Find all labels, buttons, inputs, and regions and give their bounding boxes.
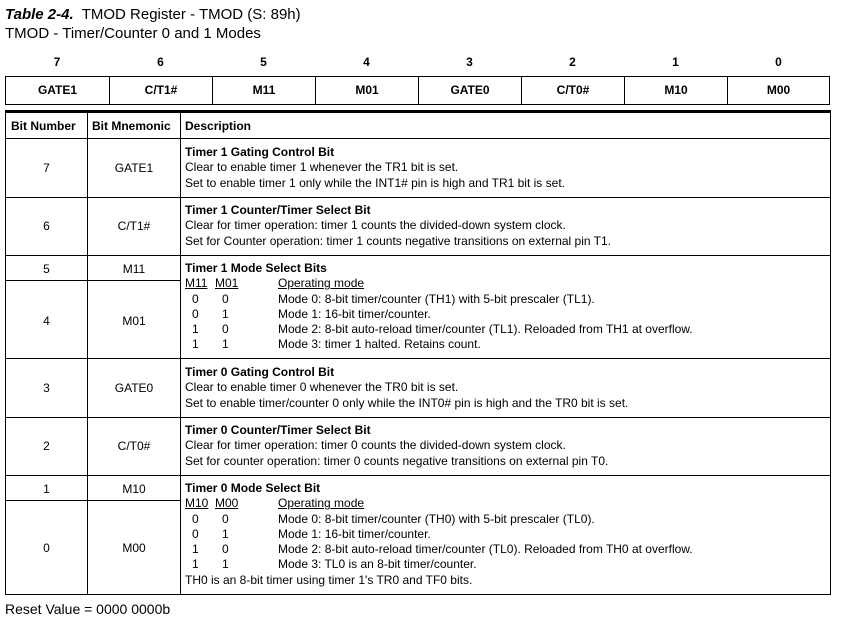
bit-number-label: 5	[260, 55, 267, 69]
description-gate0	[185, 365, 628, 411]
header-description: Description	[185, 119, 252, 133]
header-bit-mnemonic: Bit Mnemonic	[92, 119, 171, 133]
bit-number-label: 0	[775, 55, 782, 69]
description-title: Timer 1 Gating Control Bit	[185, 145, 335, 159]
caption-title: TMOD Register - TMOD (S: 89h)	[81, 6, 301, 23]
description-title: Timer 0 Mode Select Bit	[185, 481, 321, 495]
mode-table	[185, 496, 693, 572]
register-field: M00	[727, 77, 829, 104]
bit-number-label: 1	[672, 55, 679, 69]
caption-label: Table 2-4.	[5, 6, 74, 23]
mode-col-header: M01	[215, 276, 239, 291]
table-subcaption: TMOD - Timer/Counter 0 and 1 Modes	[5, 25, 261, 42]
description-line: Set to enable timer/counter 0 only while the INT0# pin is high and the TR0 bit is set.	[185, 395, 629, 410]
row-divider	[6, 280, 180, 281]
description-gate1	[185, 145, 565, 191]
mode-col-header: M10	[185, 496, 209, 511]
row-divider	[6, 197, 830, 198]
mode-row: 1 1 Mode 3: timer 1 halted. Retains count.	[192, 337, 481, 352]
description-line: Set for Counter operation: timer 1 counts negative transitions on external pin T1.	[185, 233, 612, 248]
description-table	[5, 113, 831, 595]
bit-number-cell: 4	[43, 314, 50, 328]
description-title: Timer 1 Counter/Timer Select Bit	[185, 203, 371, 217]
column-divider	[87, 113, 88, 594]
row-divider	[6, 358, 830, 359]
register-field: M11	[212, 77, 315, 104]
description-title: Timer 0 Gating Control Bit	[185, 365, 335, 379]
bit-number-label: 2	[569, 55, 576, 69]
bit-number-label: 4	[363, 55, 370, 69]
description-timer1-mode	[185, 261, 693, 353]
bit-mnemonic-cell: M00	[122, 541, 146, 555]
mode-row: 1 1 Mode 3: TL0 is an 8-bit timer/counter.	[192, 557, 477, 572]
description-line: Set for counter operation: timer 0 counts negative transitions on external pin T0.	[185, 453, 609, 468]
mode-col-header: Operating mode	[278, 276, 365, 291]
bit-mnemonic-cell: C/T0#	[117, 439, 151, 453]
row-divider	[6, 255, 830, 256]
bit-mnemonic-cell: M01	[122, 314, 146, 328]
bit-mnemonic-cell: GATE0	[114, 381, 154, 395]
row-divider	[6, 475, 830, 476]
description-line: Clear for timer operation: timer 1 counts the divided-down system clock.	[185, 218, 566, 233]
bit-mnemonic-cell: M11	[122, 262, 146, 276]
mode-row: 1 0 Mode 2: 8-bit auto-reload timer/counter (TL0). Reloaded from TH0 at overflow.	[192, 542, 693, 557]
bit-number-label: 3	[466, 55, 473, 69]
reset-value: Reset Value = 0000 0000b	[5, 601, 171, 617]
mode-col-header: Operating mode	[278, 496, 365, 511]
description-note: TH0 is an 8-bit timer using timer 1's TR0 and TF0 bits.	[185, 572, 473, 587]
row-divider	[6, 138, 830, 139]
mode-table	[185, 276, 693, 352]
description-ct1	[185, 203, 611, 249]
row-divider	[6, 417, 830, 418]
mode-row: 0 1 Mode 1: 16-bit timer/counter.	[192, 526, 431, 541]
description-ct0	[185, 423, 608, 469]
register-bitfield	[5, 76, 830, 105]
register-field: C/T1#	[109, 77, 212, 104]
bit-number-cell: 6	[43, 219, 50, 233]
description-title: Timer 1 Mode Select Bits	[185, 261, 327, 275]
mode-row: 0 1 Mode 1: 16-bit timer/counter.	[192, 306, 431, 321]
mode-row: 0 0 Mode 0: 8-bit timer/counter (TH0) with 5-bit prescaler (TL0).	[192, 511, 595, 526]
bit-mnemonic-cell: M10	[122, 482, 146, 496]
register-field: M10	[624, 77, 727, 104]
register-field: GATE0	[418, 77, 521, 104]
bit-mnemonic-cell: C/T1#	[117, 219, 151, 233]
description-line: Clear to enable timer 0 whenever the TR0 bit is set.	[185, 380, 459, 395]
register-field: GATE1	[37, 83, 78, 97]
description-line: Set to enable timer 1 only while the INT1# pin is high and TR1 bit is set.	[185, 175, 565, 190]
bit-number-cell: 3	[43, 381, 50, 395]
mode-col-header: M11	[185, 276, 208, 291]
mode-row: 1 0 Mode 2: 8-bit auto-reload timer/counter (TL1). Reloaded from TH1 at overflow.	[192, 322, 693, 337]
register-field: M01	[315, 77, 418, 104]
bit-number-cell: 0	[43, 541, 50, 555]
description-timer0-mode	[185, 481, 693, 588]
mode-col-header: M00	[215, 496, 239, 511]
description-title: Timer 0 Counter/Timer Select Bit	[185, 423, 371, 437]
description-line: Clear for timer operation: timer 0 counts the divided-down system clock.	[185, 438, 566, 453]
table-caption	[5, 6, 301, 24]
column-divider	[180, 113, 181, 594]
bit-number-cell: 7	[43, 161, 50, 175]
mode-row: 0 0 Mode 0: 8-bit timer/counter (TH1) with 5-bit prescaler (TL1).	[192, 291, 595, 306]
bit-number-cell: 1	[43, 482, 50, 496]
bit-number-label: 7	[53, 55, 61, 69]
bit-number-cell: 5	[43, 262, 50, 276]
description-line: Clear to enable timer 1 whenever the TR1 bit is set.	[185, 160, 459, 175]
bit-number-cell: 2	[43, 439, 50, 453]
bit-number-label: 6	[157, 55, 164, 69]
header-bit-number: Bit Number	[11, 119, 76, 133]
row-divider	[6, 500, 180, 501]
bit-mnemonic-cell: GATE1	[114, 161, 154, 175]
register-field: C/T0#	[521, 77, 624, 104]
